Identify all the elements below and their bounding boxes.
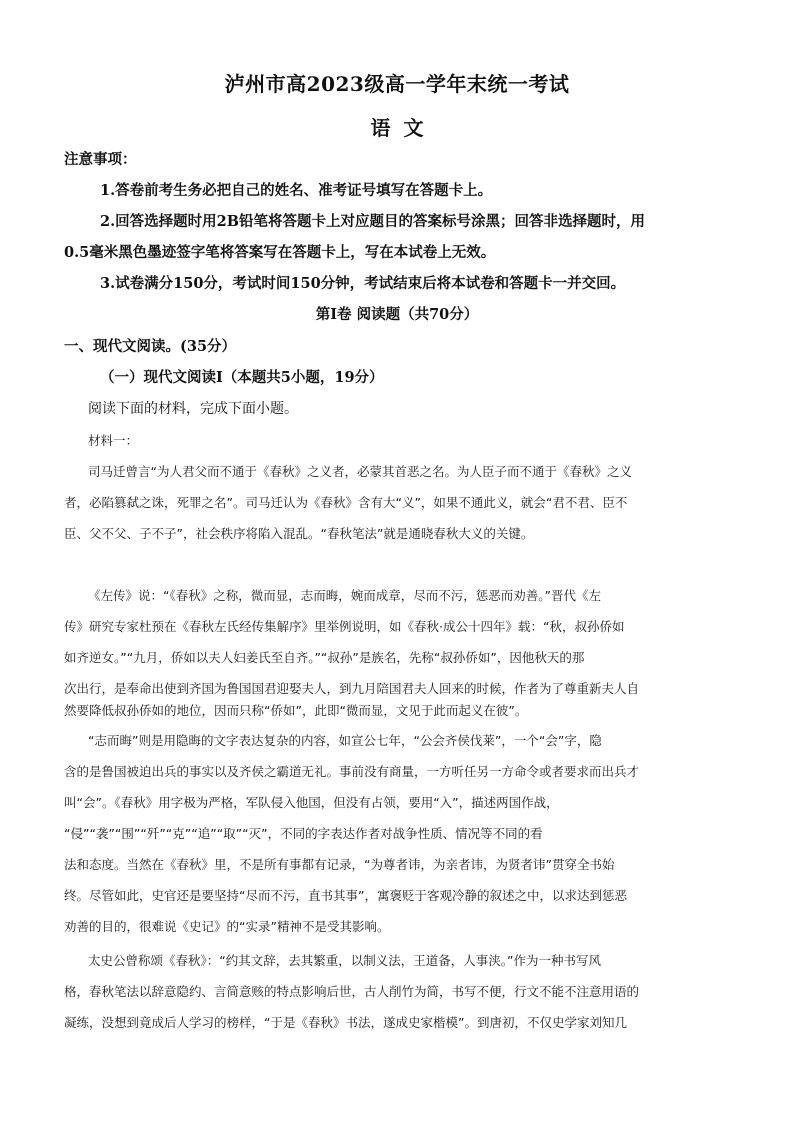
passage-line: 传》研究专家杜预在《春秋左氏经传集解序》里举例说明，如《春秋·成公十四年》载：“秋，叔孙侨如: [64, 619, 625, 634]
passage-line: 凝练，没想到竟成后人学习的榜样，“于是《春秋》书法，遂成史家楷模”。到唐初，不仅史学家刘知几: [64, 1015, 627, 1030]
passage-line: “志而晦”则是用隐晦的文字表达复杂的内容，如宣公七年，“公会齐侯伐莱”，一个“会”字，隐: [88, 733, 602, 748]
part-title: 一、现代文阅读。(35分）: [64, 338, 237, 355]
passage-line: 如齐逆女。”“九月，侨如以夫人妇姜氏至自齐。”“叔孙”是族名，先称“叔孙侨如”，因他秋天的那: [64, 650, 585, 665]
passage-line: 含的是鲁国被迫出兵的事实以及齐侯之霸道无礼。事前没有商量，一方听任另一方命令或者要求而出兵才: [64, 764, 640, 779]
passage-line: 者，必陷篡弑之诛，死罪之名”。司马迁认为《春秋》含有大“义”，如果不通此义，就会“君不君、臣不: [64, 495, 628, 510]
section-title: 第Ⅰ卷 阅读题（共70分）: [315, 306, 479, 323]
instruction-text: 阅读下面的材料，完成下面小题。: [88, 401, 298, 417]
notice-item-2-line-1: 2.回答选择题时用2B铅笔将答题卡上对应题目的答案标号涂黑；回答非选择题时，用: [100, 213, 645, 230]
passage-line: 然要降低叔孙侨如的地位，因而只称“侨如”，此即“微而显，文见于此而起义在彼”。: [64, 703, 528, 718]
subpart-title: （一）现代文阅读Ⅰ（本题共5小题，19分）: [100, 369, 384, 386]
passage-line: 太史公曾称颂《春秋》：“约其文辞，去其繁重，以制义法，王道备，人事浃。”作为一种书写风: [88, 953, 601, 968]
notice-item-3: 3.试卷满分150分，考试时间150分钟，考试结束后将本试卷和答题卡一并交回。: [100, 275, 626, 292]
passage-line: 《左传》说：“《春秋》之称，微而显，志而晦，婉而成章，尽而不污，惩恶而劝善。”晋代《左: [88, 588, 601, 603]
passage-line: 法和态度。当然在《春秋》里，不是所有事都有记录，“为尊者讳，为亲者讳，为贤者讳”贯穿全书始: [64, 857, 615, 872]
passage-line: “侵”“袭”“围”“歼”“克”“追”“取”“灭”，不同的字表达作者对战争性质、情况等不同的看: [64, 826, 543, 841]
material-label: 材料一：: [88, 433, 139, 448]
passage-line: 司马迁曾言“为人君父而不通于《春秋》之义者，必蒙其首恶之名。为人臣子而不通于《春秋》之义: [88, 464, 632, 479]
passage-line: 劝善的目的，很难说《史记》的“实录”精神不是受其影响。: [64, 919, 390, 934]
notice-item-1: 1.答卷前考生务必把自己的姓名、准考证号填写在答题卡上。: [100, 182, 493, 199]
subject-title: 语 文: [370, 116, 424, 140]
passage-line: 臣、父不父、子不子”，社会秩序将陷入混乱。“春秋笔法”就是通晓春秋大义的关键。: [64, 526, 534, 541]
notice-item-2-line-2: 0.5毫米黑色墨迹签字笔将答案写在答题卡上，写在本试卷上无效。: [64, 244, 496, 261]
notice-heading: 注意事项：: [64, 151, 137, 168]
passage-line: 叫“会”。《春秋》用字极为严格，军队侵入他国，但没有占领，要用“入”，描述两国作战，: [64, 795, 559, 810]
passage-line: 格，春秋笔法以辞意隐约、言简意赅的特点影响后世，古人削竹为简，书写不便，行文不能不注意用语的: [64, 984, 640, 999]
passage-line: 次出行，是奉命出使到齐国为鲁国国君迎娶夫人，到九月陪国君夫人回来的时候，作者为了尊重新夫人自: [64, 681, 640, 696]
exam-title: 泸州市高2023级高一学年末统一考试: [224, 72, 570, 96]
passage-line: 终。尽管如此，史官还是要坚持“尽而不污，直书其事”，寓褒贬于客观冷静的叙述之中，以求达到惩恶: [64, 888, 627, 903]
